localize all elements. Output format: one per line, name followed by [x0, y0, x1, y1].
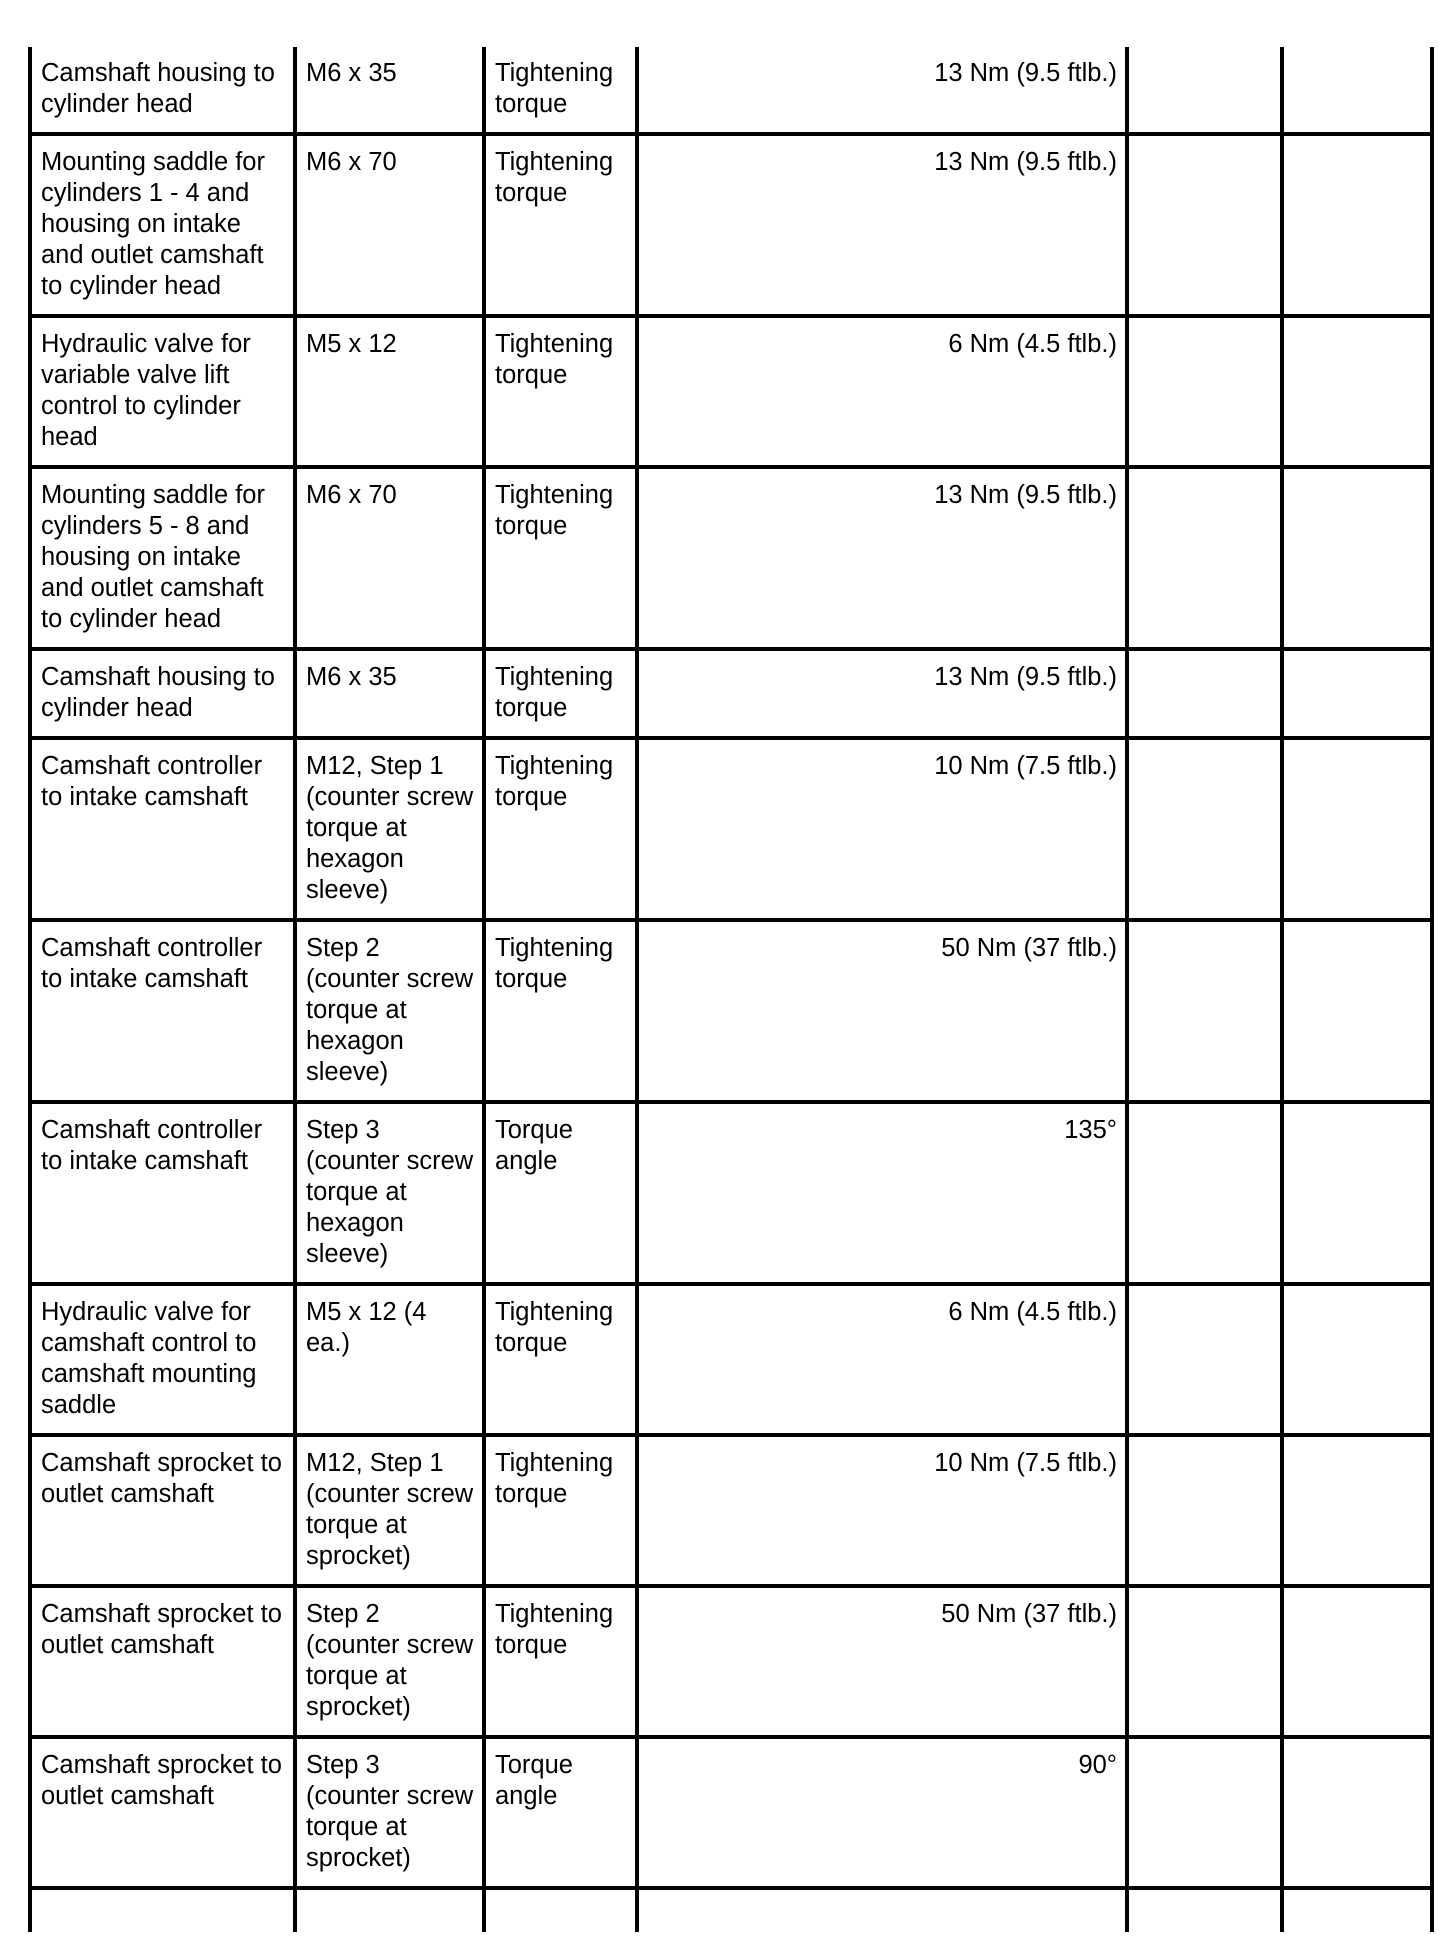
component-cell: Hydraulic valve for camshaft control to camshaft mounting saddle: [30, 1284, 295, 1435]
size-cell: Step 2 (counter screw torque at sprocket): [295, 1586, 484, 1737]
notes-cell: [1127, 316, 1282, 467]
value-cell: 13 Nm (9.5 ftlb.): [637, 134, 1127, 316]
notes-cell: [1127, 1435, 1282, 1586]
extra-cell: [1282, 134, 1432, 316]
type-cell: Torque angle: [484, 1102, 637, 1284]
component-cell: Camshaft sprocket to outlet camshaft: [30, 1586, 295, 1737]
size-cell: M6 x 70: [295, 134, 484, 316]
table-row: [30, 649, 1432, 738]
size-cell: M12, Step 1 (counter screw torque at hexagon sleeve): [295, 738, 484, 920]
type-cell: Tightening torque: [484, 649, 637, 738]
table-row: [30, 316, 1432, 467]
type-cell: Tightening torque: [484, 738, 637, 920]
notes-cell: [1127, 738, 1282, 920]
value-cell: 13 Nm (9.5 ftlb.): [637, 649, 1127, 738]
empty-cell: [1282, 1888, 1432, 1932]
torque-spec-table-body: [30, 47, 1432, 1932]
type-cell: Torque angle: [484, 1737, 637, 1888]
table-row: [30, 1284, 1432, 1435]
notes-cell: [1127, 920, 1282, 1102]
extra-cell: [1282, 920, 1432, 1102]
notes-cell: [1127, 1284, 1282, 1435]
extra-cell: [1282, 467, 1432, 649]
value-cell: 135°: [637, 1102, 1127, 1284]
torque-spec-table: [28, 47, 1434, 1932]
notes-cell: [1127, 1102, 1282, 1284]
table-row: [30, 1435, 1432, 1586]
type-cell: Tightening torque: [484, 47, 637, 134]
table-row: [30, 47, 1432, 134]
value-cell: 50 Nm (37 ftlb.): [637, 920, 1127, 1102]
size-cell: Step 2 (counter screw torque at hexagon sleeve): [295, 920, 484, 1102]
table-row: [30, 1586, 1432, 1737]
extra-cell: [1282, 316, 1432, 467]
type-cell: Tightening torque: [484, 316, 637, 467]
size-cell: M5 x 12: [295, 316, 484, 467]
extra-cell: [1282, 649, 1432, 738]
empty-cell: [295, 1888, 484, 1932]
value-cell: 6 Nm (4.5 ftlb.): [637, 1284, 1127, 1435]
continuation-row: [30, 1888, 1432, 1932]
component-cell: Camshaft sprocket to outlet camshaft: [30, 1737, 295, 1888]
extra-cell: [1282, 1102, 1432, 1284]
component-cell: Hydraulic valve for variable valve lift control to cylinder head: [30, 316, 295, 467]
value-cell: 13 Nm (9.5 ftlb.): [637, 47, 1127, 134]
table-row: [30, 920, 1432, 1102]
value-cell: 6 Nm (4.5 ftlb.): [637, 316, 1127, 467]
type-cell: Tightening torque: [484, 1435, 637, 1586]
notes-cell: [1127, 1737, 1282, 1888]
type-cell: Tightening torque: [484, 1284, 637, 1435]
value-cell: 13 Nm (9.5 ftlb.): [637, 467, 1127, 649]
component-cell: Camshaft sprocket to outlet camshaft: [30, 1435, 295, 1586]
extra-cell: [1282, 738, 1432, 920]
extra-cell: [1282, 47, 1432, 134]
table-row: [30, 1737, 1432, 1888]
value-cell: 90°: [637, 1737, 1127, 1888]
value-cell: 10 Nm (7.5 ftlb.): [637, 1435, 1127, 1586]
extra-cell: [1282, 1284, 1432, 1435]
extra-cell: [1282, 1435, 1432, 1586]
component-cell: Camshaft controller to intake camshaft: [30, 738, 295, 920]
size-cell: Step 3 (counter screw torque at sprocket): [295, 1737, 484, 1888]
extra-cell: [1282, 1737, 1432, 1888]
table-row: [30, 738, 1432, 920]
size-cell: M12, Step 1 (counter screw torque at sprocket): [295, 1435, 484, 1586]
size-cell: M6 x 35: [295, 47, 484, 134]
component-cell: Camshaft controller to intake camshaft: [30, 1102, 295, 1284]
size-cell: M5 x 12 (4 ea.): [295, 1284, 484, 1435]
type-cell: Tightening torque: [484, 467, 637, 649]
type-cell: Tightening torque: [484, 134, 637, 316]
notes-cell: [1127, 467, 1282, 649]
value-cell: 50 Nm (37 ftlb.): [637, 1586, 1127, 1737]
table-row: [30, 134, 1432, 316]
size-cell: M6 x 35: [295, 649, 484, 738]
notes-cell: [1127, 1586, 1282, 1737]
extra-cell: [1282, 1586, 1432, 1737]
type-cell: Tightening torque: [484, 920, 637, 1102]
notes-cell: [1127, 47, 1282, 134]
empty-cell: [30, 1888, 295, 1932]
empty-cell: [1127, 1888, 1282, 1932]
empty-cell: [484, 1888, 637, 1932]
table-row: [30, 1102, 1432, 1284]
table-row: [30, 467, 1432, 649]
component-cell: Mounting saddle for cylinders 1 - 4 and housing on intake and outlet camshaft to cylinder head: [30, 134, 295, 316]
value-cell: 10 Nm (7.5 ftlb.): [637, 738, 1127, 920]
size-cell: Step 3 (counter screw torque at hexagon sleeve): [295, 1102, 484, 1284]
component-cell: Camshaft housing to cylinder head: [30, 649, 295, 738]
type-cell: Tightening torque: [484, 1586, 637, 1737]
component-cell: Camshaft housing to cylinder head: [30, 47, 295, 134]
component-cell: Mounting saddle for cylinders 5 - 8 and housing on intake and outlet camshaft to cylinder head: [30, 467, 295, 649]
empty-cell: [637, 1888, 1127, 1932]
notes-cell: [1127, 134, 1282, 316]
size-cell: M6 x 70: [295, 467, 484, 649]
component-cell: Camshaft controller to intake camshaft: [30, 920, 295, 1102]
notes-cell: [1127, 649, 1282, 738]
